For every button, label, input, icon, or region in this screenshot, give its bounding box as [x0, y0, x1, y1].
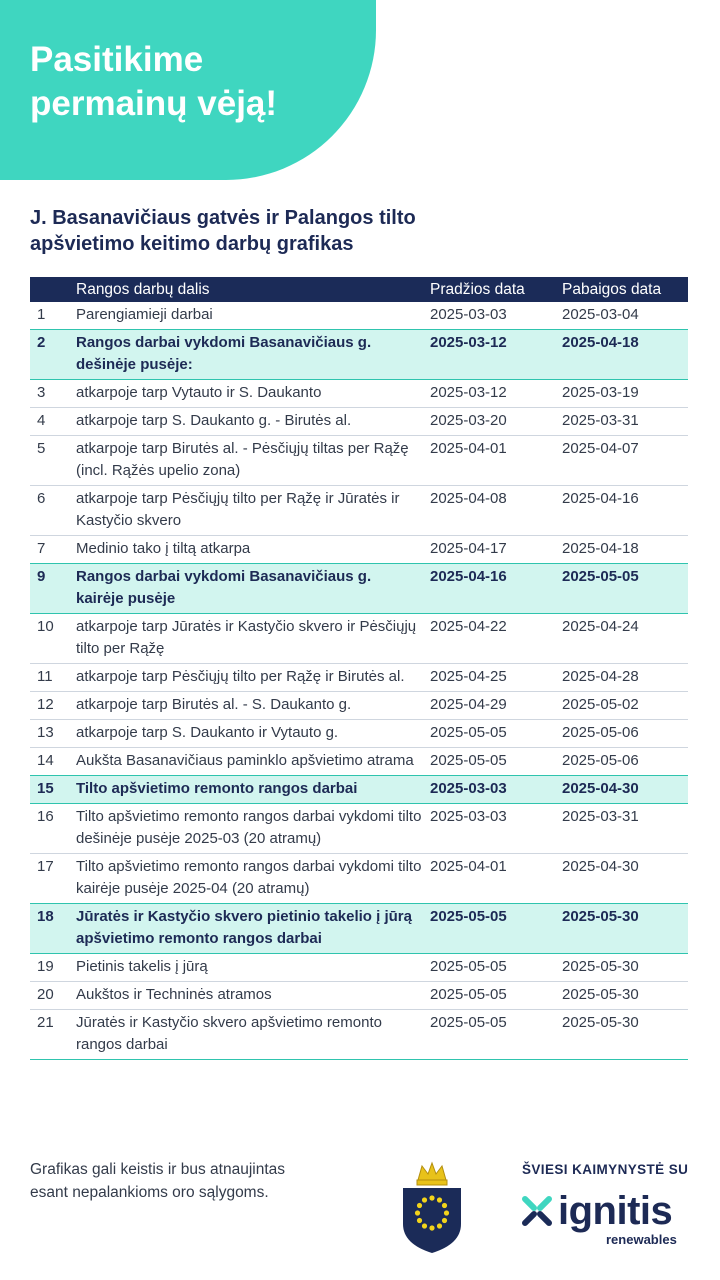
row-start-date: 2025-04-17 [430, 536, 562, 564]
row-number: 6 [30, 486, 76, 536]
row-end-date: 2025-03-19 [562, 380, 688, 408]
table-row [30, 854, 688, 904]
row-work-part: Aukštos ir Techninės atramos [76, 982, 430, 1010]
banner-title: Pasitikime permainų vėją! [30, 40, 278, 123]
row-work-part: Parengiamieji darbai [76, 302, 430, 330]
weather-disclaimer: Grafikas gali keistis ir bus atnaujintas esant nepalankioms oro sąlygoms. [30, 1161, 286, 1201]
row-number: 16 [30, 804, 76, 854]
row-number: 9 [30, 564, 76, 614]
header-end-date: Pabaigos data [562, 277, 688, 302]
row-work-part: atkarpoje tarp Jūratės ir Kastyčio skvero ir Pėsčiųjų tilto per Rąžę [76, 614, 430, 664]
table-row [30, 664, 688, 692]
row-start-date: 2025-03-12 [430, 330, 562, 380]
table-row [30, 436, 688, 486]
row-number: 17 [30, 854, 76, 904]
table-row [30, 954, 688, 982]
table-row [30, 904, 688, 954]
brand-name: ignitis [558, 1189, 673, 1233]
row-start-date: 2025-05-05 [430, 1010, 562, 1060]
row-end-date: 2025-04-07 [562, 436, 688, 486]
row-work-part: Medinio tako į tiltą atkarpa [76, 536, 430, 564]
row-number: 7 [30, 536, 76, 564]
row-number: 4 [30, 408, 76, 436]
row-start-date: 2025-03-20 [430, 408, 562, 436]
row-start-date: 2025-04-16 [430, 564, 562, 614]
row-start-date: 2025-05-05 [430, 954, 562, 982]
row-work-part: atkarpoje tarp Birutės al. - Pėsčiųjų tiltas per Rąžę (incl. Rąžės upelio zona) [76, 436, 430, 486]
row-end-date: 2025-05-06 [562, 748, 688, 776]
table-row [30, 804, 688, 854]
table-row [30, 302, 688, 330]
header-work-part: Rangos darbų dalis [76, 277, 430, 302]
row-work-part: atkarpoje tarp Pėsčiųjų tilto per Rąžę ir Jūratės ir Kastyčio skvero [76, 486, 430, 536]
row-start-date: 2025-05-05 [430, 982, 562, 1010]
row-start-date: 2025-04-01 [430, 854, 562, 904]
row-start-date: 2025-04-01 [430, 436, 562, 486]
row-end-date: 2025-04-30 [562, 776, 688, 804]
row-work-part: Pietinis takelis į jūrą [76, 954, 430, 982]
row-work-part: atkarpoje tarp Vytauto ir S. Daukanto [76, 380, 430, 408]
row-work-part: Tilto apšvietimo remonto rangos darbai [76, 776, 430, 804]
row-number: 18 [30, 904, 76, 954]
schedule-table [30, 277, 688, 1060]
table-row [30, 692, 688, 720]
row-end-date: 2025-05-30 [562, 1010, 688, 1060]
table-row [30, 982, 688, 1010]
row-end-date: 2025-04-16 [562, 486, 688, 536]
row-work-part: Aukšta Basanavičiaus paminklo apšvietimo atrama [76, 748, 430, 776]
row-end-date: 2025-03-31 [562, 408, 688, 436]
row-number: 15 [30, 776, 76, 804]
row-number: 1 [30, 302, 76, 330]
row-start-date: 2025-03-03 [430, 302, 562, 330]
table-header-row [30, 277, 688, 302]
row-start-date: 2025-03-12 [430, 380, 562, 408]
row-number: 19 [30, 954, 76, 982]
table-row [30, 330, 688, 380]
row-start-date: 2025-05-05 [430, 904, 562, 954]
row-start-date: 2025-05-05 [430, 748, 562, 776]
table-row [30, 380, 688, 408]
row-start-date: 2025-04-25 [430, 664, 562, 692]
row-end-date: 2025-04-28 [562, 664, 688, 692]
row-work-part: atkarpoje tarp S. Daukanto ir Vytauto g. [76, 720, 430, 748]
row-end-date: 2025-04-24 [562, 614, 688, 664]
row-work-part: Rangos darbai vykdomi Basanavičiaus g. kairėje pusėje [76, 564, 430, 614]
table-row [30, 1010, 688, 1060]
palanga-coat-of-arms-icon [400, 1160, 464, 1254]
schedule-heading: J. Basanavičiaus gatvės ir Palangos tilto apšvietimo keitimo darbų grafikas [30, 207, 416, 255]
row-number: 2 [30, 330, 76, 380]
row-work-part: Jūratės ir Kastyčio skvero apšvietimo remonto rangos darbai [76, 1010, 430, 1060]
row-end-date: 2025-04-18 [562, 536, 688, 564]
table-row [30, 720, 688, 748]
table-row [30, 564, 688, 614]
hero-banner [0, 0, 376, 180]
row-work-part: atkarpoje tarp S. Daukanto g. - Birutės al. [76, 408, 430, 436]
row-work-part: atkarpoje tarp Pėsčiųjų tilto per Rąžę ir Birutės al. [76, 664, 430, 692]
row-end-date: 2025-05-06 [562, 720, 688, 748]
row-work-part: Tilto apšvietimo remonto rangos darbai vykdomi tilto kairėje pusėje 2025-04 (20 atramų) [76, 854, 430, 904]
row-work-part: atkarpoje tarp Birutės al. - S. Daukanto g. [76, 692, 430, 720]
table-row [30, 748, 688, 776]
row-start-date: 2025-04-22 [430, 614, 562, 664]
ignitis-logo-icon [520, 1194, 554, 1228]
row-number: 3 [30, 380, 76, 408]
row-number: 12 [30, 692, 76, 720]
table-row [30, 614, 688, 664]
row-number: 11 [30, 664, 76, 692]
row-end-date: 2025-05-02 [562, 692, 688, 720]
header-number [30, 277, 76, 302]
header-start-date: Pradžios data [430, 277, 562, 302]
row-end-date: 2025-04-18 [562, 330, 688, 380]
row-end-date: 2025-05-30 [562, 904, 688, 954]
row-end-date: 2025-03-04 [562, 302, 688, 330]
row-number: 20 [30, 982, 76, 1010]
row-number: 21 [30, 1010, 76, 1060]
table-row [30, 486, 688, 536]
row-number: 13 [30, 720, 76, 748]
row-end-date: 2025-05-30 [562, 982, 688, 1010]
row-start-date: 2025-04-29 [430, 692, 562, 720]
row-end-date: 2025-05-30 [562, 954, 688, 982]
brand-subtitle: renewables [606, 1232, 677, 1247]
row-start-date: 2025-04-08 [430, 486, 562, 536]
row-number: 5 [30, 436, 76, 486]
row-start-date: 2025-03-03 [430, 804, 562, 854]
row-work-part: Jūratės ir Kastyčio skvero pietinio takelio į jūrą apšvietimo remonto rangos darbai [76, 904, 430, 954]
row-number: 10 [30, 614, 76, 664]
row-start-date: 2025-03-03 [430, 776, 562, 804]
row-work-part: Tilto apšvietimo remonto rangos darbai vykdomi tilto dešinėje pusėje 2025-03 (20 atramų) [76, 804, 430, 854]
table-row [30, 776, 688, 804]
table-row [30, 408, 688, 436]
row-number: 14 [30, 748, 76, 776]
table-row [30, 536, 688, 564]
row-start-date: 2025-05-05 [430, 720, 562, 748]
table-body [30, 302, 688, 1060]
row-end-date: 2025-05-05 [562, 564, 688, 614]
partner-label: ŠVIESI KAIMYNYSTĖ SU [522, 1162, 689, 1177]
row-end-date: 2025-03-31 [562, 804, 688, 854]
row-end-date: 2025-04-30 [562, 854, 688, 904]
row-work-part: Rangos darbai vykdomi Basanavičiaus g. dešinėje pusėje: [76, 330, 430, 380]
